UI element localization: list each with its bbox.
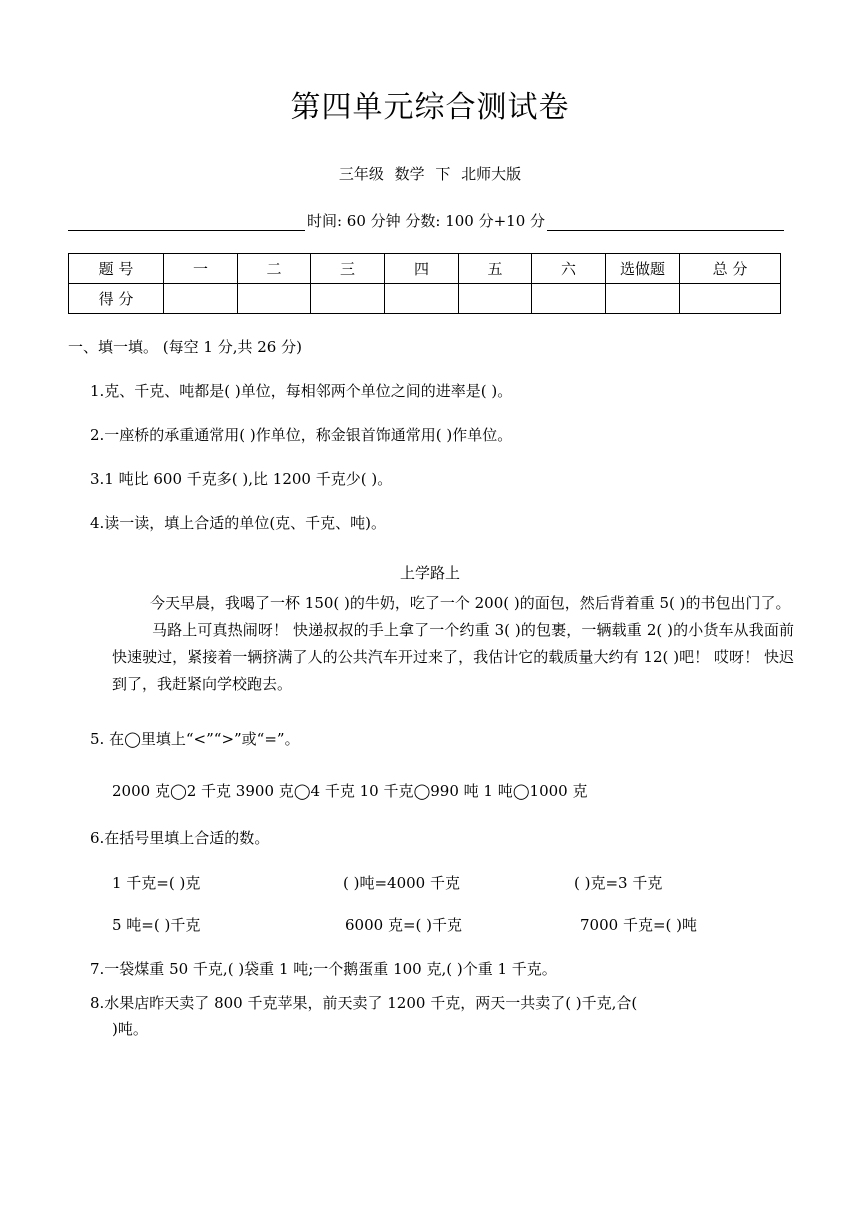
story-paragraph-2: 马路上可真热闹呀！ 快递叔叔的手上拿了一个约重 3( )的包裹，一辆载重 2( )的小货车从我面前快速驶过，紧接着一辆挤满了人的公共汽车开过来了，我估计它的载质量大约有 12( )吧！ 哎呀！ 快迟到了，我赶紧向学校跑去。 <box>112 621 794 693</box>
q6-item: ( )吨=4000 千克 <box>343 874 460 892</box>
page-title: 第四单元综合测试卷 <box>290 90 570 125</box>
table-cell: 题 号 <box>69 254 164 284</box>
table-cell: 二 <box>238 254 311 284</box>
table-cell: 六 <box>532 254 606 284</box>
story-paragraph-1: 今天早晨，我喝了一杯 150( )的牛奶，吃了一个 200( )的面包，然后背着重 5( )的书包出门了。 <box>150 594 791 612</box>
q6-item: 7000 千克=( )吨 <box>580 916 697 934</box>
left-rule <box>68 213 305 231</box>
question-4: 4.读一读，填上合适的单位(克、千克、吨)。 <box>90 514 387 532</box>
right-rule <box>547 213 784 231</box>
question-2: 2.一座桥的承重通常用( )作单位，称金银首饰通常用( )作单位。 <box>90 426 513 444</box>
score-table-header-row <box>69 254 781 284</box>
table-cell: 四 <box>385 254 459 284</box>
table-cell: 五 <box>459 254 532 284</box>
question-1: 1.克、千克、吨都是( )单位，每相邻两个单位之间的进率是( )。 <box>90 382 513 400</box>
score-cell[interactable] <box>238 284 311 314</box>
question-7: 7.一袋煤重 50 千克,( )袋重 1 吨;一个鹅蛋重 100 克,( )个重 1 千克。 <box>90 960 557 978</box>
q6-item: 1 千克=( )克 <box>112 874 201 892</box>
question-8: 8.水果店昨天卖了 800 千克苹果，前天卖了 1200 千克，两天一共卖了( )千克,合( <box>90 994 638 1012</box>
page-subtitle: 三年级 数学 下 北师大版 <box>338 165 522 183</box>
q6-item: 5 吨=( )千克 <box>112 916 201 934</box>
score-cell[interactable] <box>606 284 680 314</box>
table-cell: 三 <box>311 254 385 284</box>
score-cell[interactable] <box>385 284 459 314</box>
question-3: 3.1 吨比 600 千克多( ),比 1200 千克少( )。 <box>90 470 393 488</box>
q6-item: 6000 克=( )千克 <box>345 916 462 934</box>
question-5: 5. 在◯里填上“<”“>”或“=”。 <box>90 730 300 748</box>
question-8-continued: )吨。 <box>112 1020 148 1038</box>
table-cell: 总 分 <box>680 254 781 284</box>
score-table-score-row <box>69 284 781 314</box>
q6-item: ( )克=3 千克 <box>574 874 663 892</box>
table-cell: 一 <box>164 254 238 284</box>
story-text <box>112 590 794 698</box>
score-table <box>68 253 781 314</box>
story-title: 上学路上 <box>399 564 460 582</box>
question-5-items: 2000 克◯2 千克 3900 克◯4 千克 10 千克◯990 吨 1 吨◯1000 克 <box>112 782 588 800</box>
score-cell[interactable] <box>164 284 238 314</box>
table-cell: 选做题 <box>606 254 680 284</box>
score-cell[interactable] <box>532 284 606 314</box>
time-score-line <box>68 210 784 231</box>
question-6: 6.在括号里填上合适的数。 <box>90 829 270 847</box>
table-cell: 得 分 <box>69 284 164 314</box>
section-heading: 一、填一填。 (每空 1 分,共 26 分) <box>68 338 302 356</box>
time-info: 时间: 60 分钟 分数: 100 分+10 分 <box>306 212 546 230</box>
score-cell[interactable] <box>680 284 781 314</box>
score-cell[interactable] <box>459 284 532 314</box>
score-cell[interactable] <box>311 284 385 314</box>
